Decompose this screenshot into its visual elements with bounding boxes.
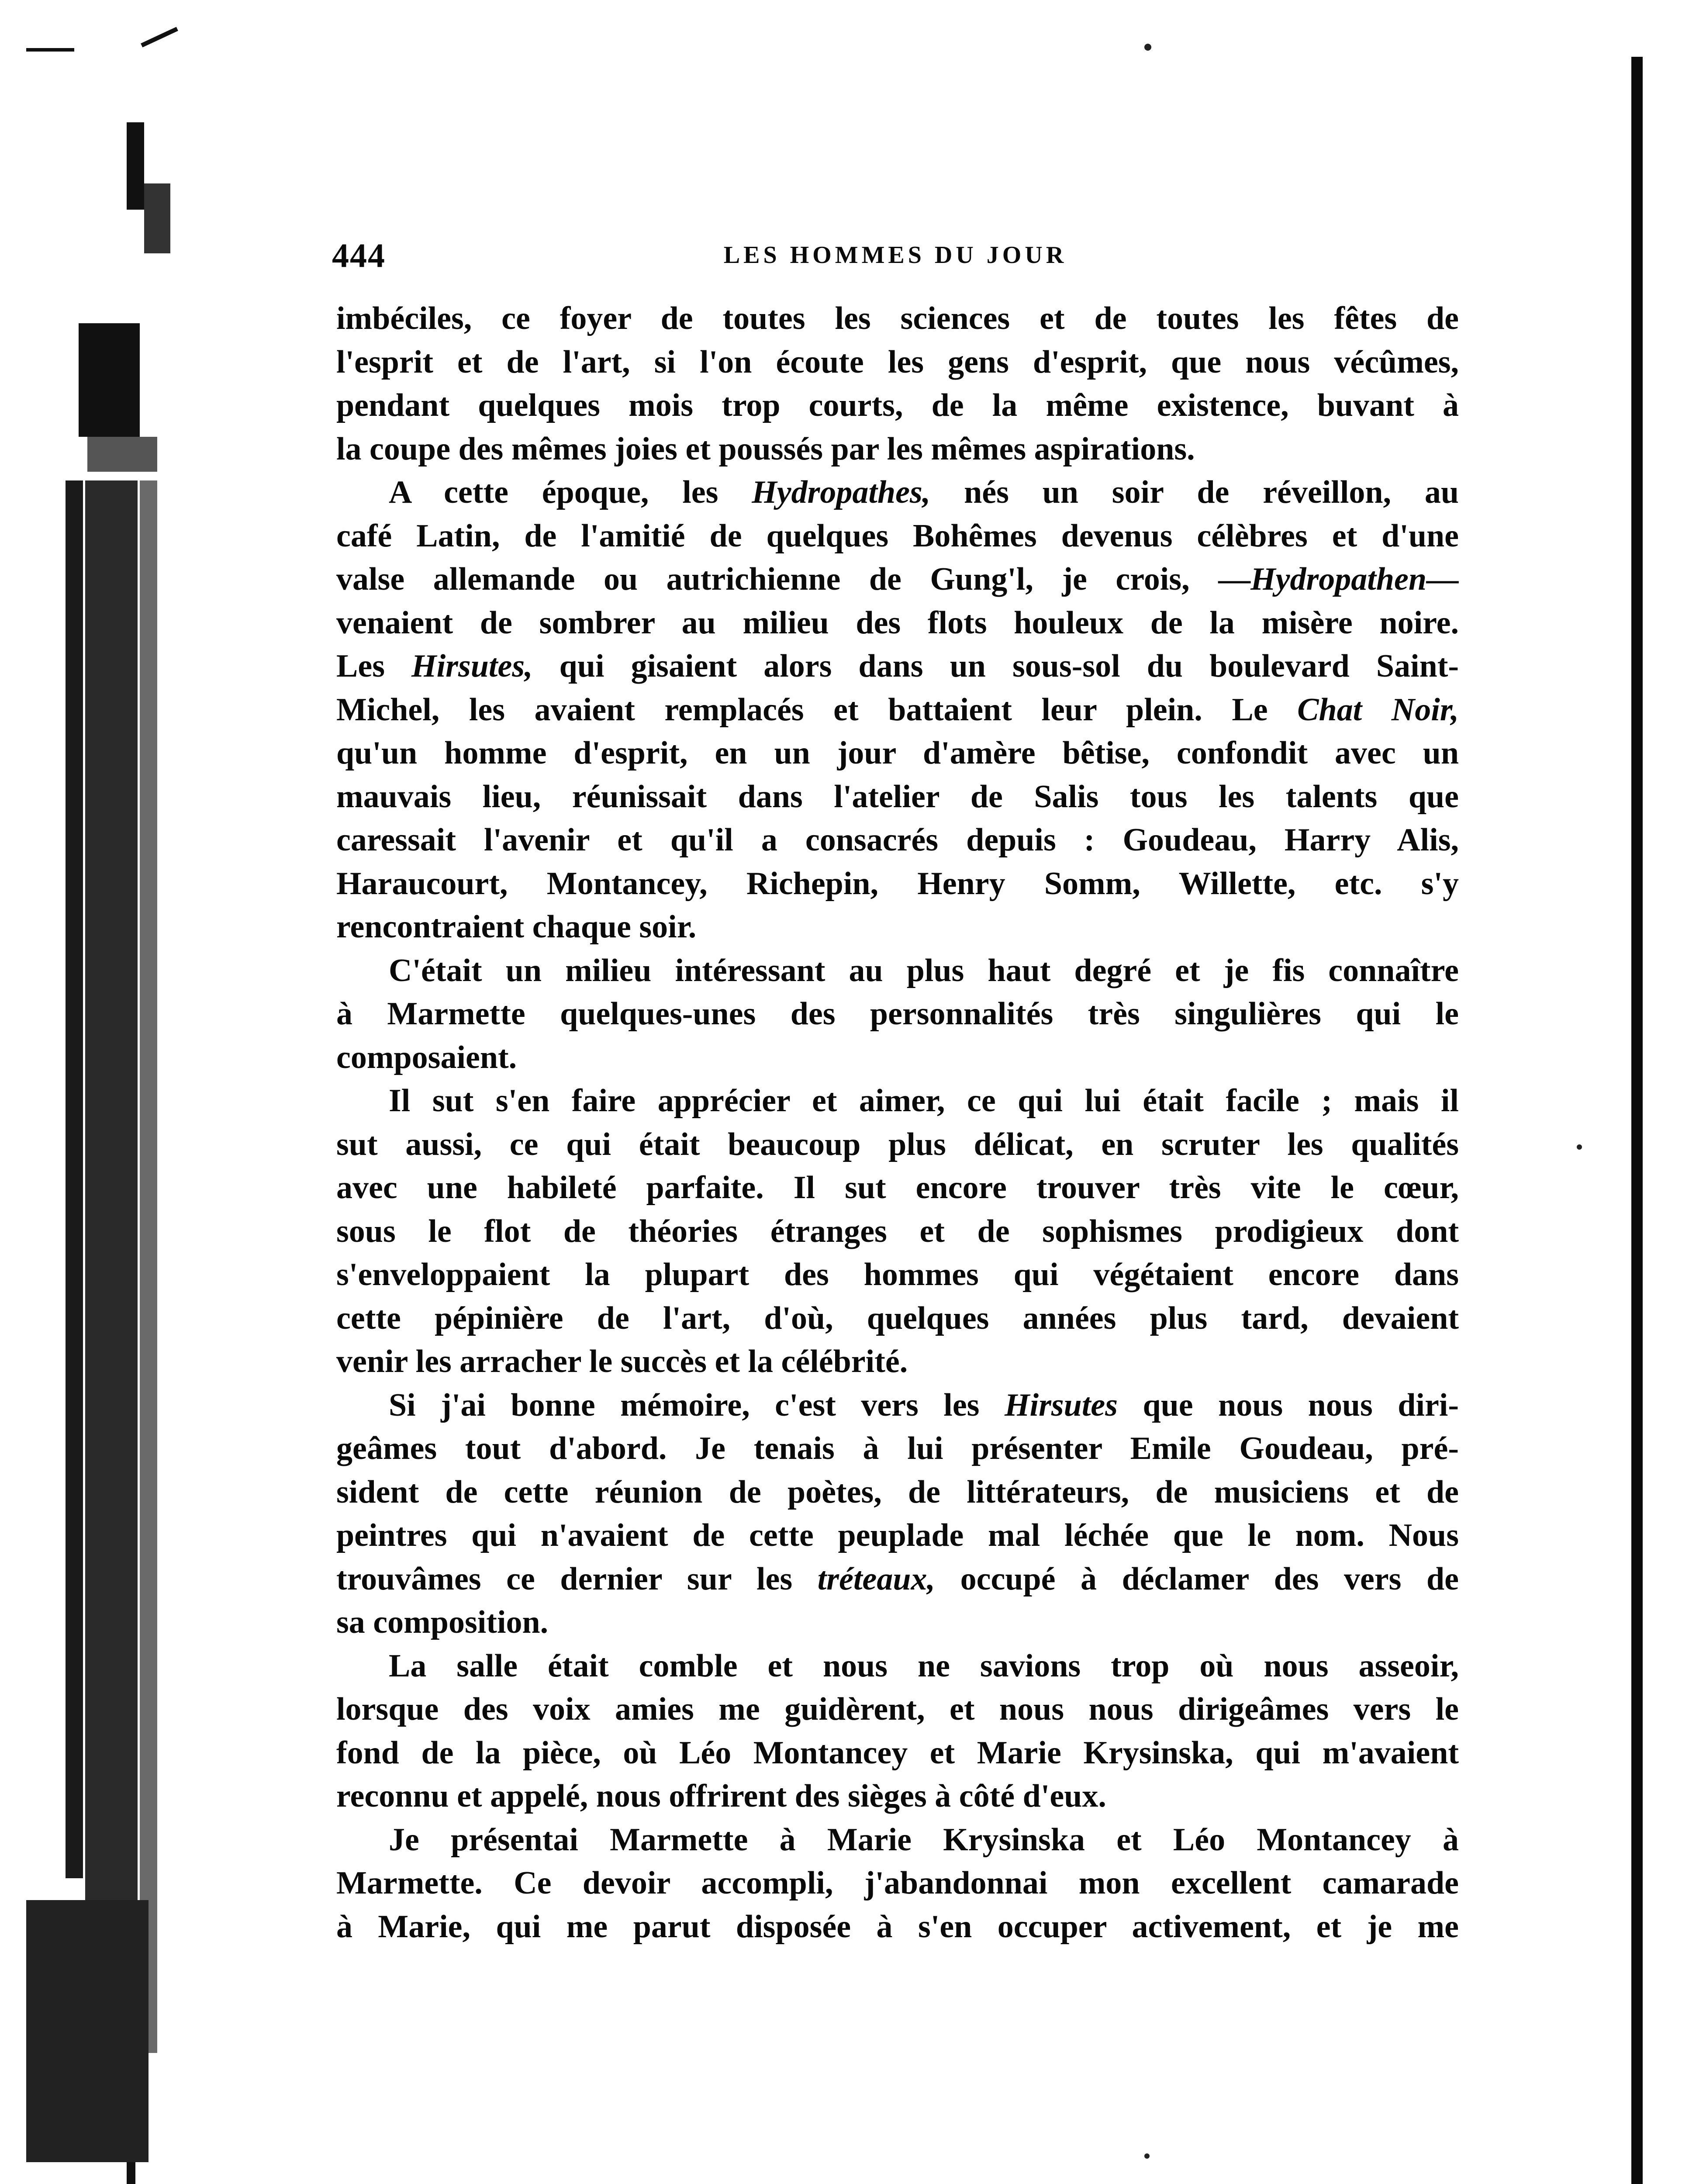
text-span: Les bbox=[336, 648, 385, 684]
text-line: reconnu et appelé, nous offrirent des sièges à côté d'eux. bbox=[336, 1778, 1106, 1814]
text-span: nés un soir de réveillon, au bbox=[964, 474, 1459, 510]
text-span: Si j'ai bonne mémoire, c'est vers les bbox=[389, 1387, 980, 1423]
text-span: que nous nous diri- bbox=[1143, 1387, 1459, 1423]
text-line: pendant quelques mois trop courts, de la même existence, buvant à bbox=[336, 387, 1459, 423]
text-span: valse allemande ou autrichienne de Gung'l, je crois, — bbox=[336, 561, 1251, 597]
text-line: lorsque des voix amies me guidèrent, et nous nous dirigeâmes vers le bbox=[336, 1691, 1459, 1727]
speck bbox=[1577, 1144, 1582, 1150]
italic-title: Hydropathes, bbox=[752, 474, 931, 510]
text-line: rencontraient chaque soir. bbox=[336, 909, 697, 945]
text-line: sut aussi, ce qui était beaucoup plus délicat, en scruter les qualités bbox=[336, 1126, 1459, 1162]
text-line bbox=[336, 1384, 1459, 1427]
italic-title: Hirsutes, bbox=[411, 648, 533, 684]
text-line: sident de cette réunion de poètes, de littérateurs, de musiciens et de bbox=[336, 1474, 1459, 1510]
text-span: A cette époque, les bbox=[389, 474, 718, 510]
text-line: La salle était comble et nous ne savions trop où nous asseoir, bbox=[389, 1648, 1459, 1684]
text-line: Haraucourt, Montancey, Richepin, Henry Somm, Willette, etc. s'y bbox=[336, 865, 1459, 902]
text-line: imbéciles, ce foyer de toutes les sciences et de toutes les fêtes de bbox=[336, 301, 1459, 336]
text-line: cette pépinière de l'art, d'où, quelques années plus tard, devaient bbox=[336, 1300, 1459, 1336]
running-title: LES HOMMES DU JOUR bbox=[723, 242, 1067, 269]
text-line: C'était un milieu intéressant au plus haut degré et je fis connaître bbox=[389, 952, 1459, 988]
text-span: qui gisaient alors dans un sous-sol du boulevard Saint- bbox=[559, 648, 1459, 684]
text-line: peintres qui n'avaient de cette peuplade mal léchée que le nom. Nous bbox=[336, 1517, 1459, 1553]
text-line: composaient. bbox=[336, 1039, 517, 1075]
text-line bbox=[336, 645, 1459, 688]
text-line bbox=[336, 558, 1459, 601]
text-line: la coupe des mêmes joies et poussés par les mêmes aspirations. bbox=[336, 431, 1195, 467]
text-line: sa composition. bbox=[336, 1604, 549, 1640]
text-line: Je présentai Marmette à Marie Krysinska et Léo Montancey à bbox=[389, 1821, 1459, 1858]
body-text bbox=[336, 297, 1459, 1949]
text-line: fond de la pièce, où Léo Montancey et Marie Krysinska, qui m'avaient bbox=[336, 1735, 1459, 1771]
text-span: Michel, les avaient remplacés et battaient leur plein. Le bbox=[336, 691, 1268, 728]
text-line: Il sut s'en faire apprécier et aimer, ce qui lui était facile ; mais il bbox=[389, 1083, 1459, 1119]
page-number: 444 bbox=[332, 236, 386, 274]
speck bbox=[1144, 2153, 1150, 2159]
italic-title: Hydropathen— bbox=[1250, 561, 1459, 597]
text-line: l'esprit et de l'art, si l'on écoute les gens d'esprit, que nous vécûmes, bbox=[336, 344, 1459, 380]
text-line bbox=[336, 1558, 1459, 1601]
text-line bbox=[336, 688, 1459, 732]
speck bbox=[1144, 44, 1151, 51]
text-line: venaient de sombrer au milieu des flots houleux de la misère noire. bbox=[336, 605, 1459, 641]
page-header bbox=[332, 236, 1459, 275]
text-span: trouvâmes ce dernier sur les bbox=[336, 1561, 793, 1597]
text-line: mauvais lieu, réunissait dans l'atelier de Salis tous les talents que bbox=[336, 778, 1459, 815]
italic-title: Hirsutes bbox=[1004, 1387, 1118, 1423]
text-line: sous le flot de théories étranges et de sophismes prodigieux dont bbox=[336, 1213, 1459, 1249]
italic-title: tréteaux, bbox=[817, 1561, 936, 1597]
text-line: qu'un homme d'esprit, en un jour d'amère bêtise, confondit avec un bbox=[336, 735, 1459, 771]
scan-edge-artifact bbox=[0, 0, 183, 2184]
text-line: avec une habileté parfaite. Il sut encore trouver très vite le cœur, bbox=[336, 1170, 1459, 1206]
text-line bbox=[336, 471, 1459, 515]
text-span: occupé à déclamer des vers de bbox=[960, 1561, 1459, 1597]
text-line: à Marie, qui me parut disposée à s'en occuper activement, et je me bbox=[336, 1908, 1459, 1945]
text-line: caressait l'avenir et qu'il a consacrés depuis : Goudeau, Harry Alis, bbox=[336, 822, 1459, 858]
text-line: geâmes tout d'abord. Je tenais à lui présenter Emile Goudeau, pré- bbox=[336, 1431, 1459, 1466]
text-line: Marmette. Ce devoir accompli, j'abandonnai mon excellent camarade bbox=[336, 1865, 1459, 1901]
text-line: s'enveloppaient la plupart des hommes qui végétaient encore dans bbox=[336, 1257, 1459, 1292]
text-line: café Latin, de l'amitié de quelques Bohêmes devenus célèbres et d'une bbox=[336, 518, 1459, 554]
italic-title: Chat Noir, bbox=[1297, 691, 1459, 728]
right-edge-rule bbox=[1631, 57, 1643, 2184]
text-line: à Marmette quelques-unes des personnalités très singulières qui le bbox=[336, 996, 1459, 1032]
text-line: venir les arracher le succès et la célébrité. bbox=[336, 1344, 908, 1379]
